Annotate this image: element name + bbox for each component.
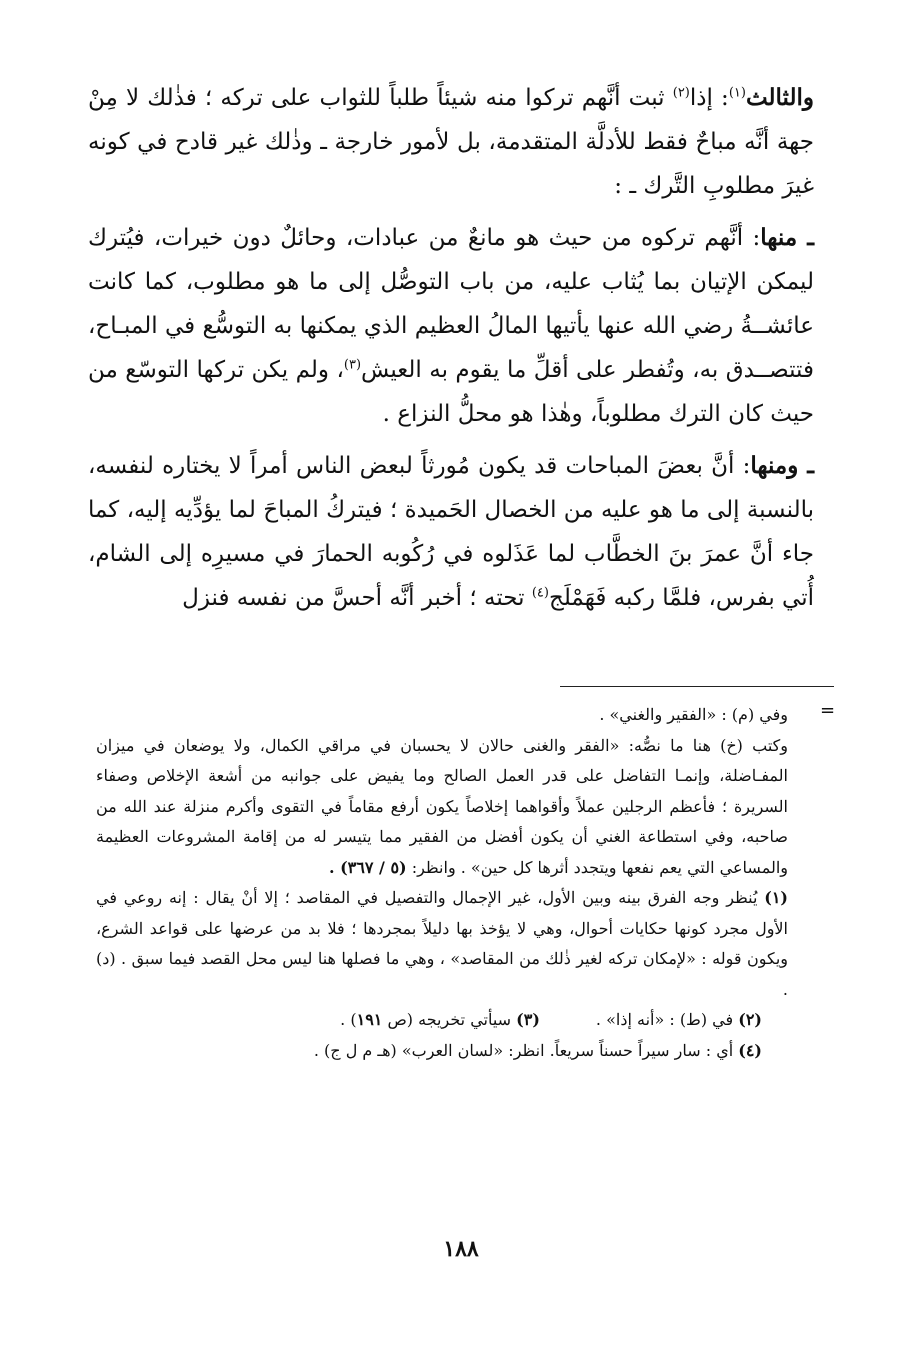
footnote-1 xyxy=(96,883,814,1005)
footnote-ref-4: (٤) xyxy=(531,585,549,601)
paragraph-text: ، ولم يكن تركها التوسّع من حيث كان الترك مطلوباً، وهٰذا هو محلُّ النزاع . xyxy=(88,357,814,427)
footnote-row-2-3 xyxy=(96,1005,814,1036)
footnote-2 xyxy=(596,1005,762,1036)
footnote-continued-b xyxy=(96,731,814,884)
footnote-4 xyxy=(96,1036,814,1067)
footnote-text: أي : سار سيراً حسناً سريعاً. انظر: «لسان العرب» (هـ م ل ج) . xyxy=(313,1040,739,1060)
paragraph-text: : أنَّهم تركوه من حيث هو مانعٌ من عبادات، وحائلٌ دون خيرات، فيُترك ليمكن الإتيان بما يُثاب عليه، من باب التوصُّل إلى ما هو مطلوب، كما كانت عائشــةُ رضي الله عنها يأتيها المالُ العظيم الذي يمكنها به التوسُّع في المبـاح، فتتصــدق به، وتُفطر على أقلِّ ما يقوم به العيش xyxy=(88,225,814,383)
paragraph-minha-1 xyxy=(88,216,814,436)
footnote-3 xyxy=(340,1005,540,1036)
footnote-text: سيأتي تخريجه (ص xyxy=(382,1010,517,1029)
paragraph-third xyxy=(88,76,814,208)
footnote-text: وكتب (خ) هنا ما نصُّه: «الفقر والغنى حالان لا يحسبان في مراقي الكمال، ولا يوضعان في ميزان المفـاضلة، وإنمـا التفاضل على قدر العمل الصالح وما يفيض على جوانبه من أشعة الإخلاص وصفاء السريرة ؛ فأعظم الرجلين عملاً وأقواهما إخلاصاً يكون أرفع مقاماً في التقوى وأكرم منزلة عند الله من صاحبه، وفي استطاعة الغني أن يكون أفضل من الفقير مما يتيسر له من إقامة المشروعات العظيمة والمساعي التي يعم نفعها ويتجدد أثرها كل حين» . وانظر: xyxy=(96,735,789,877)
paragraph-text: ثبت أنَّهم تركوا منه شيئاً طلباً للثواب على تركه ؛ فذٰلك لا مِنْ جهة أنَّه مباحٌ فقط للأدلَّة المتقدمة، بل لأمور خارجة ـ وذٰلك غير قادح في كونه غيرَ مطلوبِ التَّرك ـ : xyxy=(88,85,814,199)
paragraph-text: : أنَّ بعضَ المباحات قد يكون مُورثاً لبعض الناس أمراً لا يختاره لنفسه، بالنسبة إلى ما هو عليه من الخصال الحَميدة ؛ فيتركُ المباحَ لما يؤدِّيه إليه، كما جاء أنَّ عمرَ بنَ الخطَّاب لما عَذَلوه في رُكُوبه الحمارَ في مسيرِه إلى الشام، أُتي بفرس، فلمَّا ركبه فَهَمْلَج xyxy=(88,453,814,611)
footnote-page: ١٩١ xyxy=(356,1010,383,1029)
footnote-ref-1: (١) xyxy=(728,85,746,101)
footnote-ref-2: (٢) xyxy=(672,85,690,101)
footnote-ref-3: (٣) xyxy=(343,357,362,373)
paragraph-lead: ـ منها xyxy=(760,224,814,251)
paragraph-lead: والثالث xyxy=(745,84,814,111)
footnote-text: يُنظر وجه الفرق بينه وبين الأول، غير الإجمال والتفصيل في المقاصد ؛ إلا أنْ يقال : إنه روعي في الأول مجرد كونها حكايات أحوال، وهي لا يؤخذ بها دليلاً بمجردها ؛ فلا بد من عرضها على قواعد الشرع، ويكون قوله : «لإمكان تركه لغير ذٰلك من المقاصد» ، وهي ما فصلها هنا ليس محل القصد فيما سبق . (د) . xyxy=(96,888,788,999)
paragraph-lead: ـ ومنها xyxy=(750,452,814,479)
footnotes xyxy=(96,700,814,1066)
footnote-text: ) . xyxy=(340,1010,357,1029)
footnote-divider xyxy=(560,686,834,687)
page-number: ١٨٨ xyxy=(443,1236,479,1262)
continuation-mark: = xyxy=(820,700,836,721)
footnote-number: (٢) xyxy=(738,1010,762,1029)
footnote-continued-a: وفي (م) : «الفقير والغني» . xyxy=(599,705,788,724)
footnote-number: (٤) xyxy=(738,1040,762,1060)
footnote-text: في (ط) : «أنه إذا» . xyxy=(595,1010,739,1029)
paragraph-text: : إذا xyxy=(689,85,729,111)
footnote-number: (١) xyxy=(764,888,788,907)
footnote-number: (٣) xyxy=(516,1010,540,1029)
main-text xyxy=(88,76,814,620)
footnote-reference: (٥ / ٣٦٧) . xyxy=(328,857,407,877)
paragraph-text: تحته ؛ أخبر أنَّه أحسَّ من نفسه فنزل xyxy=(182,585,532,611)
paragraph-minha-2 xyxy=(88,444,814,620)
